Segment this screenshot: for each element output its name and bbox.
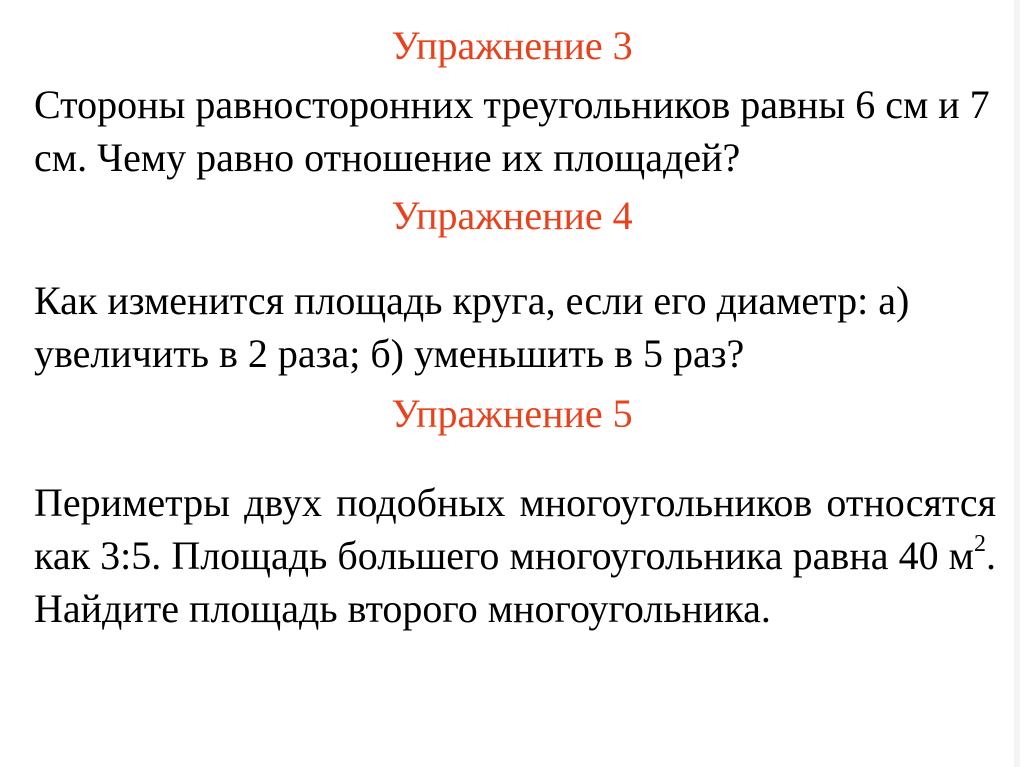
exercise-4-title: Упражнение 4 — [391, 193, 633, 238]
right-edge-strip — [1014, 0, 1020, 767]
exercise-5-text-part-2: . Найдите площадь второго многоугольника. — [34, 533, 996, 631]
exercise-4-text: Как изменится площадь круга, если его диаметр: а) увеличить в 2 раза; б) уменьшить в 5 раз? — [34, 278, 910, 376]
exercise-5-superscript: 2 — [974, 531, 986, 557]
exercise-5-text — [34, 476, 996, 635]
exercise-3-title: Упражнение 3 — [391, 23, 633, 68]
exercise-5-text-part-1: Периметры двух подобных многоугольников относятся как 3:5. Площадь большего многоугольника равна 40 м — [34, 480, 996, 578]
exercise-5-title: Упражнение 5 — [391, 391, 633, 436]
exercise-3-text: Стороны равносторонних треугольников равны 6 см и 7 см. Чему равно отношение их площадей? — [34, 82, 990, 180]
